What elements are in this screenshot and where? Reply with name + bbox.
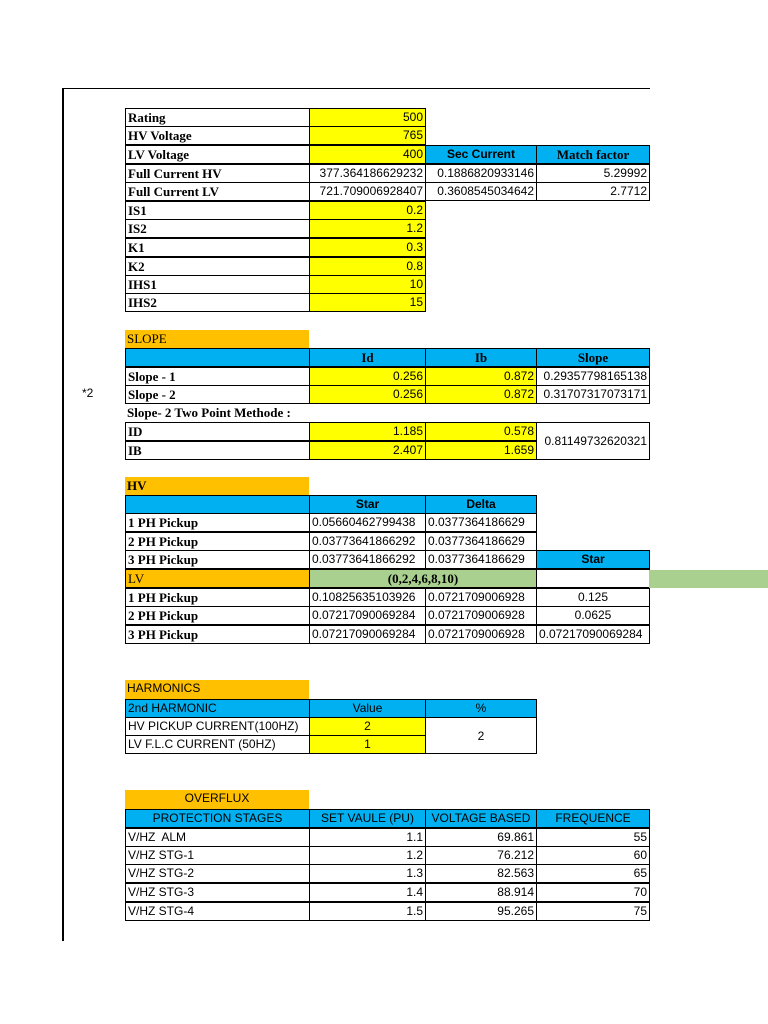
lv-cell-c[interactable]: 0.125	[536, 588, 650, 607]
overflux-stage-cell: V/HZ STG-2	[125, 864, 310, 883]
param-value[interactable]: 500	[309, 108, 426, 127]
slope-id-cell[interactable]: 0.256	[309, 385, 426, 404]
param-label: Rating	[125, 108, 310, 127]
lv-row-label: 2 PH Pickup	[125, 606, 310, 625]
slope-header-id[interactable]: Id	[309, 348, 426, 367]
param-label: HV Voltage	[125, 126, 310, 145]
slope-ib-cell[interactable]: 0.872	[425, 385, 537, 404]
harmonics-percent-cell[interactable]: 2	[425, 717, 537, 754]
hv-star-cell[interactable]: 0.05660462799438	[309, 513, 426, 532]
overflux-header-voltage[interactable]: VOLTAGE BASED	[425, 809, 537, 828]
lv-group-label[interactable]: (0,2,4,6,8,10)	[309, 569, 537, 588]
lv-header-blank	[536, 569, 650, 588]
lv-cell-b[interactable]: 0.0721709006928	[425, 625, 537, 644]
param-label: IS1	[125, 201, 310, 220]
two-point-label: ID	[125, 422, 310, 441]
overflux-header-pu[interactable]: SET VAULE (PU)	[309, 809, 426, 828]
harmonics-header-percent[interactable]: %	[425, 699, 537, 718]
harmonics-header-value[interactable]: Value	[309, 699, 426, 718]
two-point-result[interactable]: 0.81149732620321	[536, 422, 650, 460]
harmonics-value-cell[interactable]: 2	[309, 717, 426, 736]
overflux-pu-cell[interactable]: 1.4	[309, 883, 426, 902]
match-factor-lv[interactable]: 2.7712	[536, 182, 650, 201]
param-label: IHS2	[125, 293, 310, 312]
slope-row-label: Slope - 1	[125, 367, 310, 386]
param-label: Full Current LV	[125, 182, 310, 201]
two-point-label: IB	[125, 441, 310, 460]
param-label: Full Current HV	[125, 164, 310, 183]
overflux-voltage-cell[interactable]: 88.914	[425, 883, 537, 902]
param-value[interactable]: 15	[309, 293, 426, 312]
harmonics-row-label: LV F.L.C CURRENT (50HZ)	[125, 735, 310, 754]
overflux-title: OVERFLUX	[125, 790, 309, 809]
overflux-voltage-cell[interactable]: 95.265	[425, 902, 537, 921]
param-value[interactable]: 0.2	[309, 201, 426, 220]
sec-current-lv[interactable]: 0.3608545034642	[425, 182, 537, 201]
param-value[interactable]: 1.2	[309, 219, 426, 238]
slope-title: SLOPE	[125, 330, 309, 349]
slope-value-cell[interactable]: 0.31707317073171	[536, 385, 650, 404]
two-point-title: Slope- 2 Two Point Methode :	[127, 405, 291, 420]
overflux-pu-cell[interactable]: 1.5	[309, 902, 426, 921]
param-value[interactable]: 0.3	[309, 238, 426, 257]
overflux-voltage-cell[interactable]: 76.212	[425, 846, 537, 865]
hv-row-label: 1 PH Pickup	[125, 513, 310, 532]
side-note: *2	[82, 386, 94, 400]
overflux-stage-cell: V/HZ STG-3	[125, 883, 310, 902]
lv-header-star[interactable]: Star	[536, 550, 650, 569]
sheet-top-border	[62, 88, 650, 89]
slope-value-cell[interactable]: 0.29357798165138	[536, 367, 650, 386]
lv-row-label: 3 PH Pickup	[125, 625, 310, 644]
param-label: LV Voltage	[125, 145, 310, 164]
hv-delta-cell[interactable]: 0.0377364186629	[425, 532, 537, 551]
overflux-header-stage[interactable]: PROTECTION STAGES	[125, 809, 310, 828]
param-value[interactable]: 0.8	[309, 257, 426, 276]
lv-cell-b[interactable]: 0.0721709006928	[425, 606, 537, 625]
slope-header-slope[interactable]: Slope	[536, 348, 650, 367]
param-label: IHS1	[125, 275, 310, 294]
param-label: K2	[125, 257, 310, 276]
overflux-freq-cell[interactable]: 55	[536, 828, 650, 847]
param-value[interactable]: 765	[309, 126, 426, 145]
overflux-header-frequence[interactable]: FREQUENCE	[536, 809, 650, 828]
overflux-pu-cell[interactable]: 1.1	[309, 828, 426, 847]
two-point-a[interactable]: 1.185	[309, 422, 426, 441]
match-factor-hv[interactable]: 5.29992	[536, 164, 650, 183]
overflux-freq-cell[interactable]: 60	[536, 846, 650, 865]
slope-row-label: Slope - 2	[125, 385, 310, 404]
hv-header-blank	[125, 495, 310, 514]
overflux-voltage-cell[interactable]: 82.563	[425, 864, 537, 883]
two-point-b[interactable]: 1.659	[425, 441, 537, 460]
harmonics-title: HARMONICS	[125, 680, 309, 699]
overflux-freq-cell[interactable]: 75	[536, 902, 650, 921]
slope-header-ib[interactable]: Ib	[425, 348, 537, 367]
harmonics-row-label: HV PICKUP CURRENT(100HZ)	[125, 717, 310, 736]
slope-header-blank	[125, 348, 310, 367]
two-point-a[interactable]: 2.407	[309, 441, 426, 460]
hv-delta-cell[interactable]: 0.0377364186629	[425, 513, 537, 532]
hv-header-star[interactable]: Star	[309, 495, 426, 514]
lv-cell-a[interactable]: 0.10825635103926	[309, 588, 426, 607]
harmonics-header-label[interactable]: 2nd HARMONIC	[125, 699, 310, 718]
harmonics-value-cell[interactable]: 1	[309, 735, 426, 754]
two-point-b[interactable]: 0.578	[425, 422, 537, 441]
sheet-left-border	[62, 88, 64, 941]
overflux-freq-cell[interactable]: 65	[536, 864, 650, 883]
hv-title: HV	[125, 477, 309, 496]
hv-row-label: 2 PH Pickup	[125, 532, 310, 551]
param-label: K1	[125, 238, 310, 257]
overflux-stage-cell: V/HZ ALM	[125, 828, 310, 847]
lv-title: LV	[125, 569, 310, 588]
slope-ib-cell[interactable]: 0.872	[425, 367, 537, 386]
overflux-stage-cell: V/HZ STG-4	[125, 902, 310, 921]
sec-current-hv[interactable]: 0.1886820933146	[425, 164, 537, 183]
lv-cell-c[interactable]: 0.07217090069284	[536, 625, 650, 644]
param-value[interactable]: 10	[309, 275, 426, 294]
hv-row-label: 3 PH Pickup	[125, 550, 310, 569]
overflux-pu-cell[interactable]: 1.3	[309, 864, 426, 883]
lv-cell-a[interactable]: 0.07217090069284	[309, 606, 426, 625]
param-label: IS2	[125, 219, 310, 238]
slope-id-cell[interactable]: 0.256	[309, 367, 426, 386]
overflux-voltage-cell[interactable]: 69.861	[425, 828, 537, 847]
param-value[interactable]: 721.709006928407	[309, 182, 426, 201]
overflux-pu-cell[interactable]: 1.2	[309, 846, 426, 865]
hv-star-cell[interactable]: 0.03773641866292	[309, 532, 426, 551]
hv-star-cell[interactable]: 0.03773641866292	[309, 550, 426, 569]
match-factor-header[interactable]: Match factor	[536, 145, 650, 164]
hv-delta-cell[interactable]: 0.0377364186629	[425, 550, 537, 569]
lv-cell-b[interactable]: 0.0721709006928	[425, 588, 537, 607]
sec-current-header[interactable]: Sec Current	[425, 145, 537, 164]
overflux-stage-cell: V/HZ STG-1	[125, 846, 310, 865]
param-value[interactable]: 377.364186629232	[309, 164, 426, 183]
hv-header-delta[interactable]: Delta	[425, 495, 537, 514]
param-value[interactable]: 400	[309, 145, 426, 164]
lv-row-label: 1 PH Pickup	[125, 588, 310, 607]
lv-cell-c[interactable]: 0.0625	[536, 606, 650, 625]
overflux-freq-cell[interactable]: 70	[536, 883, 650, 902]
lv-cell-a[interactable]: 0.07217090069284	[309, 625, 426, 644]
green-fill-overflow	[649, 570, 768, 588]
